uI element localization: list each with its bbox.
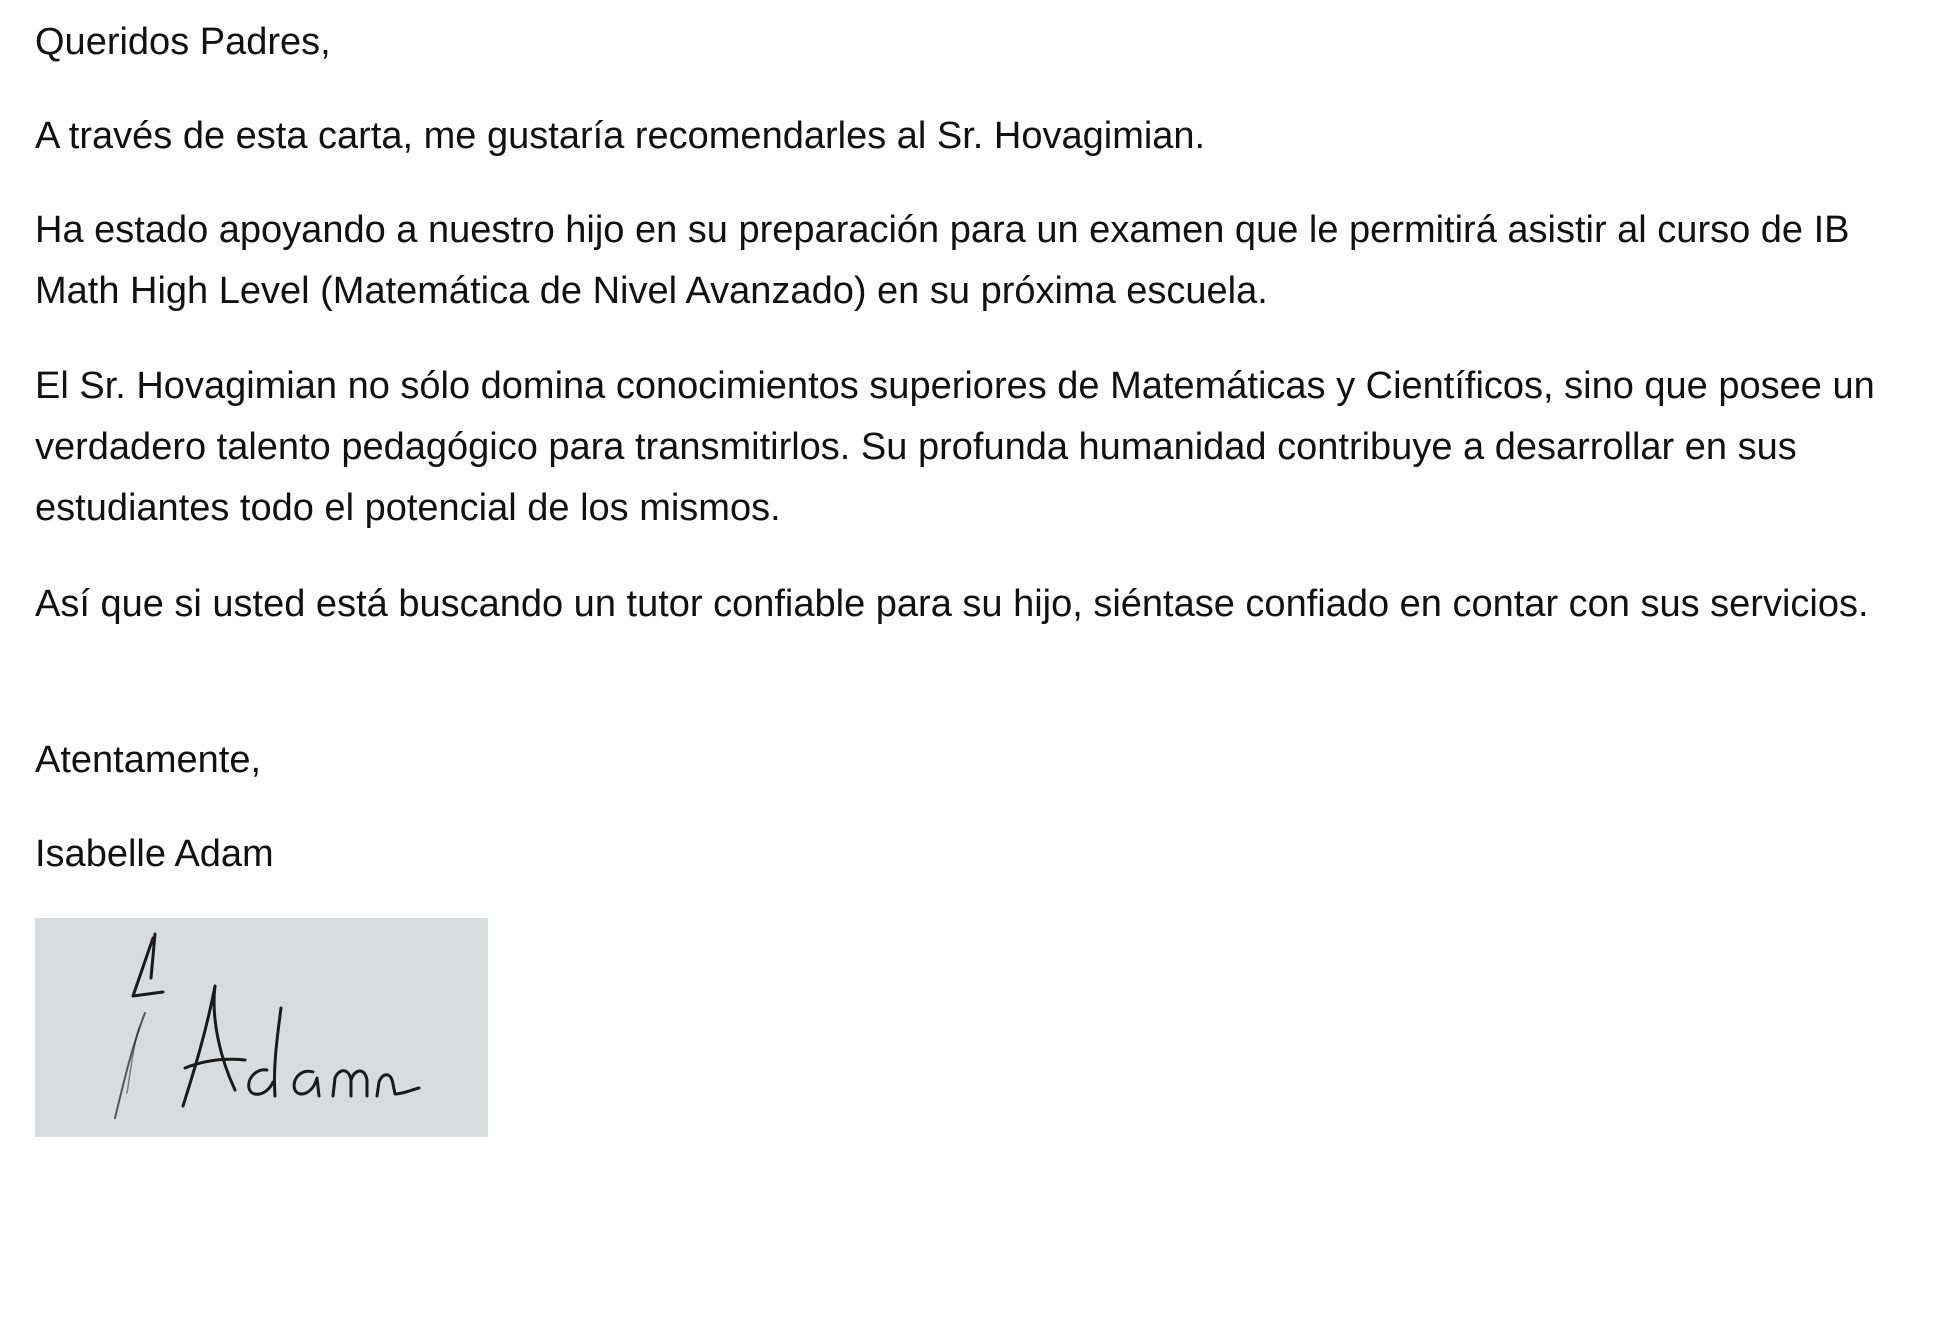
signature-drawing <box>35 918 488 1137</box>
letter-paragraph: El Sr. Hovagimian no sólo domina conocimientos superiores de Matemáticas y Científicos, sino que posee un verdadero talento pedagógico para transmitirlos. Su profunda humanidad contribuye a desarrollar en sus estudiantes todo el potencial de los mismos. <box>35 365 1875 529</box>
handwritten-signature <box>35 918 488 1137</box>
letter-closing: Atentamente, <box>35 739 262 781</box>
letter-paragraph: Así que si usted está buscando un tutor confiable para su hijo, siéntase confiado en contar con sus servicios. <box>35 583 1869 625</box>
letter-paragraph: A través de esta carta, me gustaría recomendarles al Sr. Hovagimian. <box>35 115 1206 157</box>
signer-name: Isabelle Adam <box>35 833 274 875</box>
letter-paragraph: Ha estado apoyando a nuestro hijo en su preparación para un examen que le permitirá asistir al curso de IB Math High Level (Matemática de Nivel Avanzado) en su próxima escuela. <box>35 209 1850 312</box>
letter-greeting: Queridos Padres, <box>35 21 331 63</box>
